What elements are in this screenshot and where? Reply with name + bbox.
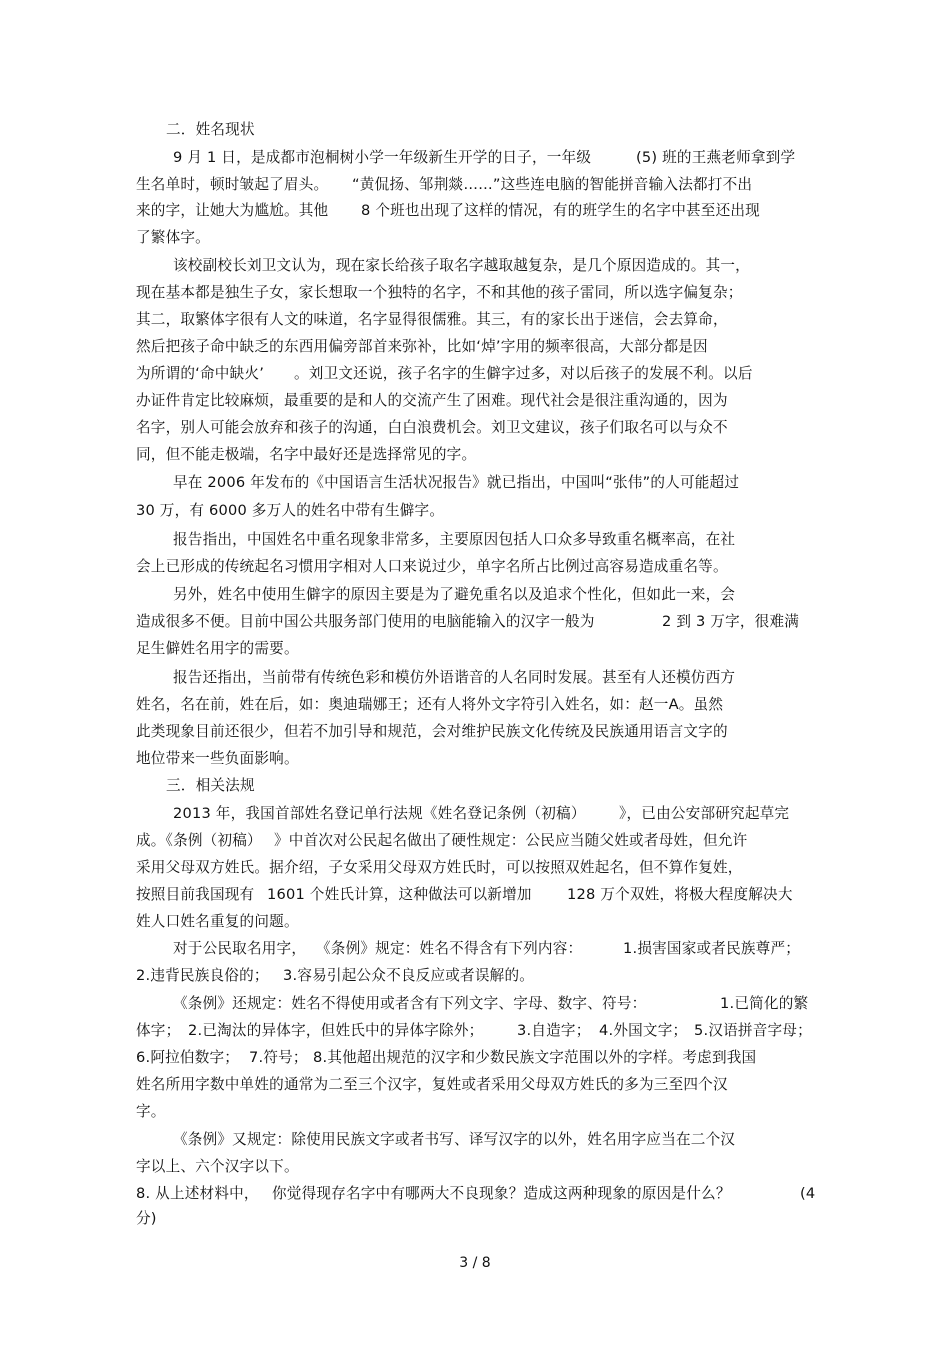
paragraph-line: 《条例》规定：姓名不得含有下列内容： (316, 940, 583, 957)
paragraph-line: 早在 2006 年发布的《中国语言生活状况报告》就已指出，中国叫“张伟”的人可能超过 (173, 474, 740, 491)
paragraph-line: 地位带来一些负面影响。 (136, 750, 299, 767)
paragraph-line: 了繁体字。 (136, 229, 210, 246)
paragraph-line: 1.已简化的繁 (720, 995, 809, 1012)
paragraph-line: 为所谓的‘命中缺火’ (136, 365, 265, 382)
paragraph-line: 6.阿拉伯数字； (136, 1049, 240, 1066)
paragraph-line: 办证件肯定比较麻烦，最重要的是和人的交流产生了困难。现代社会是很注重沟通的，因为 (136, 392, 728, 409)
paragraph-line: 8.其他超出规范的汉字和少数民族文字范围以外的字样。考虑到我国 (313, 1049, 757, 1066)
paragraph-line: 另外，姓名中使用生僻字的原因主要是为了避免重名以及追求个性化，但如此一来，会 (173, 586, 736, 603)
section-heading: 三．相关法规 (166, 777, 255, 794)
paragraph-line: 报告指出，中国姓名中重名现象非常多，主要原因包括人口众多导致重名概率高，在社 (173, 531, 736, 548)
paragraph-line: 2013 年，我国首部姓名登记单行法规《姓名登记条例（初稿） (173, 805, 586, 822)
paragraph-line: 128 万个双姓，将极大程度解决大 (567, 886, 793, 903)
paragraph-line: 2.已淘汰的异体字，但姓氏中的异体字除外； (188, 1022, 484, 1039)
paragraph-line: 成。《条例（初稿） (136, 832, 262, 849)
paragraph-line: 9 月 1 日，是成都市泡桐树小学一年级新生开学的日子，一年级 (173, 149, 592, 166)
paragraph-line: 姓名，名在前，姓在后，如：奥迪瑞娜王；还有人将外文字符引入姓名，如：赵一A。虽然 (136, 696, 724, 713)
paragraph-line: 采用父母双方姓氏。据介绍，子女采用父母双方姓氏时，可以按照双姓起名，但不算作复姓， (136, 859, 743, 876)
paragraph-line: 3.自造字； (517, 1022, 591, 1039)
paragraph-line: 2.违背民族良俗的； (136, 967, 269, 984)
paragraph-line: 字以上、六个汉字以下。 (136, 1158, 299, 1175)
paragraph-line: 该校副校长刘卫文认为，现在家长给孩子取名字越取越复杂，是几个原因造成的。其一， (173, 257, 750, 274)
paragraph-line: 造成很多不便。目前中国公共服务部门使用的电脑能输入的汉字一般为 (136, 613, 595, 630)
paragraph-line: 姓人口姓名重复的问题。 (136, 913, 299, 930)
paragraph-line: 。刘卫文还说，孩子名字的生僻字过多，对以后孩子的发展不利。以后 (294, 365, 753, 382)
paragraph-line: 2 到 3 万字，很难满 (662, 613, 800, 630)
paragraph-line: 1.损害国家或者民族尊严； (623, 940, 801, 957)
paragraph-line: 字。 (136, 1103, 166, 1120)
paragraph-line: 此类现象目前还很少，但若不加引导和规范，会对维护民族文化传统及民族通用语言文字的 (136, 723, 728, 740)
paragraph-line: “黄侃扬、邹荆燚……”这些连电脑的智能拼音输入法都打不出 (352, 176, 753, 193)
paragraph-line: 5.汉语拼音字母； (694, 1022, 812, 1039)
paragraph-line: 30 万，有 6000 多万人的姓名中带有生僻字。 (136, 502, 445, 519)
paragraph-line: 1601 个姓氏计算，这种做法可以新增加 (267, 886, 532, 903)
paragraph-line: 同，但不能走极端，名字中最好还是选择常见的字。 (136, 446, 477, 463)
paragraph-line: 4.外国文字； (599, 1022, 688, 1039)
paragraph-line: 现在基本都是独生子女，家长想取一个独特的名字，不和其他的孩子雷同，所以选字偏复杂； (136, 284, 743, 301)
paragraph-line: 《条例》又规定：除使用民族文字或者书写、译写汉字的以外，姓名用字应当在二个汉 (173, 1131, 736, 1148)
question-score: (4 (800, 1185, 816, 1202)
paragraph-line: (5) 班的王燕老师拿到学 (636, 149, 796, 166)
paragraph-line: 7.符号； (249, 1049, 308, 1066)
paragraph-line: 其二，取繁体字很有人文的味道，名字显得很儒雅。其三，有的家长出于迷信，会去算命， (136, 311, 728, 328)
paragraph-line: 生名单时，顿时皱起了眉头。 (136, 176, 329, 193)
paragraph-line: 名字，别人可能会放弃和孩子的沟通，白白浪费机会。刘卫文建议，孩子们取名可以与众不 (136, 419, 728, 436)
paragraph-line: 3.容易引起公众不良反应或者误解的。 (283, 967, 535, 984)
question-text: 你觉得现存名字中有哪两大不良现象？造成这两种现象的原因是什么？ (272, 1185, 731, 1202)
paragraph-line: 然后把孩子命中缺乏的东西用偏旁部首来弥补，比如‘焯’字用的频率很高，大部分都是因 (136, 338, 708, 355)
paragraph-line: 体字； (136, 1022, 181, 1039)
paragraph-line: 足生僻姓名用字的需要。 (136, 640, 299, 657)
paragraph-line: 》，已由公安部研究起草完 (619, 805, 790, 822)
paragraph-line: 对于公民取名用字， (173, 940, 307, 957)
question-score: 分) (136, 1210, 157, 1227)
paragraph-line: 8 个班也出现了这样的情况，有的班学生的名字中甚至还出现 (361, 202, 760, 219)
section-heading: 二．姓名现状 (166, 121, 255, 138)
paragraph-line: 会上已形成的传统起名习惯用字相对人口来说过少，单字名所占比例过高容易造成重名等。 (136, 558, 728, 575)
paragraph-line: 报告还指出，当前带有传统色彩和模仿外语谐音的人名同时发展。甚至有人还模仿西方 (173, 669, 736, 686)
paragraph-line: 来的字，让她大为尴尬。其他 (136, 202, 329, 219)
paragraph-line: 姓名所用字数中单姓的通常为二至三个汉字，复姓或者采用父母双方姓氏的多为三至四个汉 (136, 1076, 728, 1093)
page-number: 3 / 8 (459, 1255, 491, 1271)
paragraph-line: 《条例》还规定：姓名不得使用或者含有下列文字、字母、数字、符号： (173, 995, 647, 1012)
question-text: 8. 从上述材料中， (136, 1185, 259, 1202)
paragraph-line: 按照目前我国现有 (136, 886, 255, 903)
paragraph-line: 》中首次对公民起名做出了硬性规定：公民应当随父姓或者母姓，但允许 (274, 832, 748, 849)
